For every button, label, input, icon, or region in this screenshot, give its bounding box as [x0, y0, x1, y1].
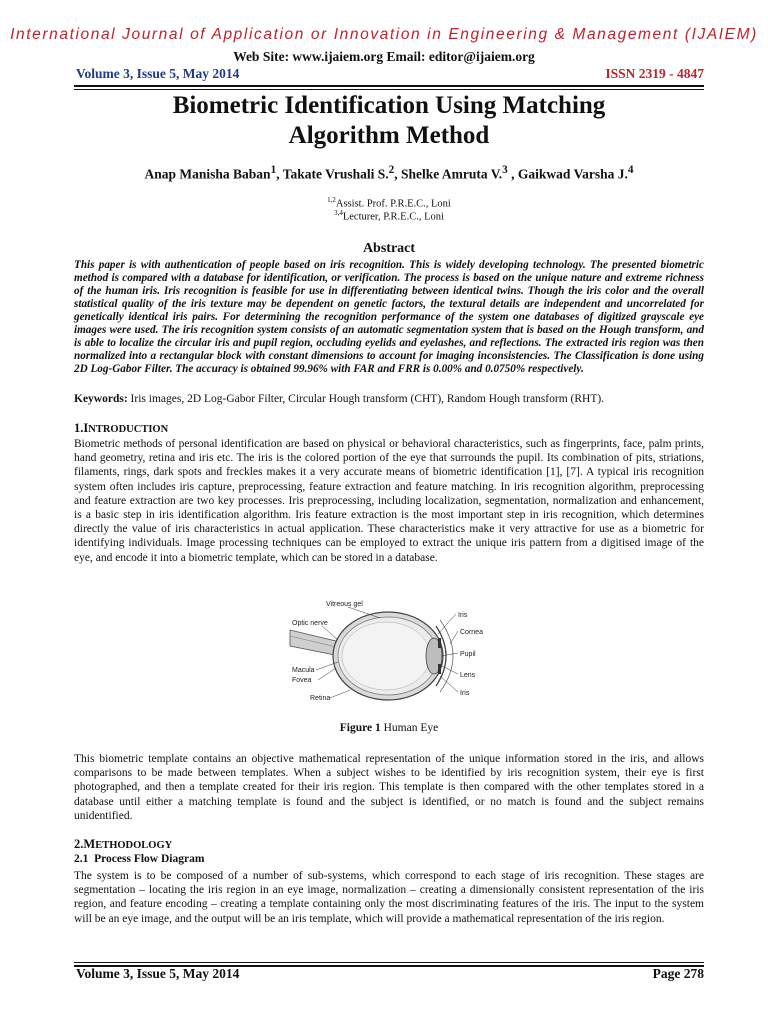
- subsection-number: 2.1: [74, 853, 89, 865]
- author-name: Shelke Amruta V.: [401, 166, 503, 182]
- label-pupil: Pupil: [460, 651, 476, 658]
- author-sup: 3: [502, 164, 508, 176]
- section-title-rest: ETHODOLOGY: [95, 840, 173, 851]
- label-iris-bottom: Iris: [460, 690, 470, 697]
- author-name: Takate Vrushali S.: [282, 166, 389, 182]
- footer-page: Page 278: [652, 966, 704, 981]
- label-cornea: Cornea: [460, 629, 483, 636]
- header-volume: Volume 3, Issue 5, May 2014: [76, 66, 240, 81]
- human-eye-figure: [288, 596, 493, 704]
- keywords-label: Keywords:: [74, 393, 128, 405]
- abstract-text: This paper is with authentication of people based on iris recognition. This is widely developing technology. The presented biometric method is compared with a database for identification, or verification. The process is based on the unique nature and extreme richness of the human iris. Iris recognition is feasible for use in differentiating between identical twins. Though the iris color and the overall statistical quality of the iris texture may be dependent on genetic factors, the textural details are independent and uncorrelated for genetically identical iris pairs. For determining the recognition performance of the system one databases of digitized grayscale eye images were used. The iris recognition system consists of an automatic segmentation system that is based on the Hough transform, and is able to localize the circular iris and pupil region, occluding eyelids and eyelashes, and reflections. The extracted iris region was then normalized into a rectangular block with constant dimensions to account for imaging inconsistencies. The Classification is done using 2D Log-Gabor Filter. The accuracy is obtained 99.96% with FAR and FRR is 0.00% and 0.0750% respectively.: [74, 259, 704, 375]
- section-initial: M: [83, 837, 96, 851]
- keywords-text: Iris images, 2D Log-Gabor Filter, Circular Hough transform (CHT), Random Hough transform (RHT).: [130, 393, 605, 405]
- label-vitreous-gel: Vitreous gel: [326, 601, 363, 608]
- header-rule: [74, 85, 704, 90]
- section-1-heading: [74, 421, 168, 436]
- subsection-title: Process Flow Diagram: [94, 853, 205, 865]
- affiliation-text: Assist. Prof. P.R.E.C., Loni: [335, 198, 451, 210]
- author-sep: ,: [394, 166, 402, 182]
- figure-1-caption: [0, 722, 768, 734]
- section-2-heading: [74, 837, 172, 852]
- keywords: [74, 393, 704, 406]
- affiliation-text: Lecturer, P.R.E.C., Loni: [342, 211, 444, 223]
- section-number: 2.: [74, 837, 84, 851]
- abstract-heading: Abstract: [362, 241, 416, 256]
- author-sup: 2: [388, 164, 395, 176]
- author-sup: 1: [270, 164, 277, 176]
- paper-title-line1: Biometric Identification Using Matching: [172, 92, 606, 119]
- label-retina: Retina: [310, 695, 331, 702]
- label-iris-top: Iris: [458, 612, 468, 619]
- affiliation-1: [0, 196, 768, 210]
- author-sep: ,: [507, 166, 518, 182]
- section-title-rest: NTRODUCTION: [88, 424, 169, 435]
- figure-label: Figure 1: [339, 722, 381, 734]
- journal-title: International Journal of Application or Innovation in Engineering & Management (IJAIEM): [10, 26, 758, 43]
- section-initial: I: [83, 421, 89, 435]
- affiliation-sup: 1,2: [327, 196, 336, 204]
- footer-volume: Volume 3, Issue 5, May 2014: [76, 966, 240, 981]
- label-lens: Lens: [460, 672, 476, 679]
- section-number: 1.: [74, 421, 84, 435]
- methodology-paragraph-1: The system is to be composed of a number of sub-systems, which correspond to each stage of iris recognition. These stages are segmentation – locating the iris region in an eye image, normalization – creating a dimensionally consistent representation of the iris region, and feature encoding – creating a template containing only the most discriminating features of the iris. The input to the system will be an eye image, and the output will be an iris template, which will provide a mathematical representation of the iris region.: [74, 870, 704, 925]
- journal-website: Web Site: www.ijaiem.org Email: editor@ijaiem.org: [233, 49, 535, 64]
- author-name: Gaikwad Varsha J.: [517, 166, 628, 182]
- label-macula: Macula: [292, 667, 315, 674]
- author-sep: ,: [276, 166, 283, 182]
- figure-caption-text: Human Eye: [383, 722, 439, 734]
- paper-title: [0, 91, 768, 151]
- author-name: Anap Manisha Baban: [144, 166, 271, 182]
- author-sup: 4: [627, 164, 634, 176]
- paper-title-line2: Algorithm Method: [288, 122, 490, 149]
- label-fovea: Fovea: [292, 677, 312, 684]
- label-optic-nerve: Optic nerve: [292, 620, 328, 627]
- intro-paragraph-2: This biometric template contains an objective mathematical representation of the unique information stored in the iris, and allows comparisons to be made between templates. When a subject wishes to be identified by iris recognition system, their eye is first photographed, and then a template created for their iris region. This template is then compared with the other templates stored in a database until either a matching template is found and the subject is identified, or no match is found and the subject remains unidentified.: [74, 753, 704, 822]
- affiliation-sup: 3,4: [334, 209, 343, 217]
- intro-paragraph-1: Biometric methods of personal identification are based on physical or behavioral characteristics, such as fingerprints, face, palm prints, hand geometry, retina and iris etc. The iris is the colored portion of the eye that surrounds the pupil. Its combination of pits, striations, filaments, rings, dark spots and freckles makes it a very accurate means of biometric identification [1], [7]. A typical iris recognition system often includes iris capture, preprocessing, feature extraction and feature matching. In iris recognition algorithm, preprocessing and feature extraction are two key processes. Iris preprocessing, including localization, segmentation, normalization and enhancement, is a basic step in iris identification algorithm. Iris feature extraction is the most important step in iris recognition, which determines directly the value of iris characteristics in actual application. These characteristics make it very attractive for use as a biometric for identifying individuals. Image processing techniques can be employed to extract the unique iris pattern from a digitised image of the eye, and encode it into a biometric template, which can be stored in a database.: [74, 438, 704, 564]
- header-issn: ISSN 2319 - 4847: [605, 66, 704, 81]
- affiliation-2: [0, 209, 768, 223]
- author-list: [0, 164, 768, 183]
- subsection-2-1-heading: [74, 853, 204, 865]
